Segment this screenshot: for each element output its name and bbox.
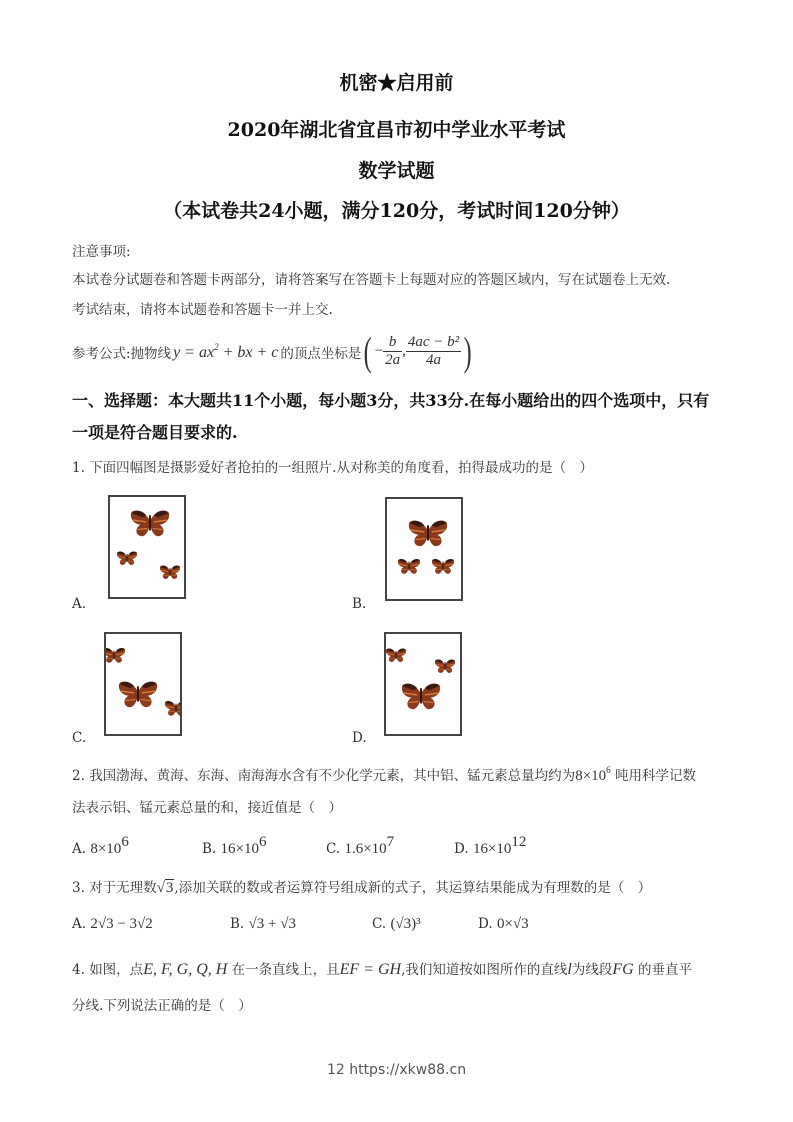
option-d[interactable] — [454, 834, 526, 858]
option-value: 2√3 − 3√2 — [90, 916, 153, 932]
minus-sign: − — [374, 343, 384, 359]
option-value: 16×10 — [472, 841, 512, 857]
option-b[interactable] — [230, 916, 296, 933]
option-label: C. — [372, 916, 387, 932]
option-a-label: A. — [72, 596, 87, 612]
question-text: 的垂直平 — [637, 962, 692, 978]
question-text: ,我们知道按如图所作的直线 — [401, 962, 568, 978]
formula-mid: 的顶点坐标是 — [280, 345, 362, 362]
option-value: (√3)³ — [390, 916, 421, 932]
exam-title: 2020年湖北省宜昌市初中学业水平考试 — [227, 119, 566, 141]
option-label: D. — [454, 841, 469, 857]
option-c[interactable] — [326, 834, 394, 858]
notes-heading: 注意事项: — [72, 244, 131, 260]
option-label: C. — [326, 841, 341, 857]
option-label: B. — [202, 841, 217, 857]
inline-math: FG — [612, 961, 634, 978]
option-exponent: 6 — [121, 834, 129, 850]
question-text: ,添加关联的数或者运算符号组成新的式子，其运算结果能成为有理数的是（ ） — [174, 880, 652, 896]
butterflies-icon — [386, 634, 462, 736]
question-text: 在一条直线上，且 — [231, 962, 340, 978]
option-label: D. — [478, 916, 493, 932]
option-a[interactable] — [72, 916, 153, 933]
inline-math: E, F, G, Q, H — [143, 961, 228, 978]
comma: , — [402, 343, 406, 359]
option-label: A. — [72, 841, 87, 857]
option-c-photo[interactable] — [104, 632, 182, 736]
option-a-photo[interactable] — [108, 495, 186, 599]
butterflies-icon — [110, 497, 186, 599]
question-number: 1. — [72, 460, 85, 476]
vertex-x-fraction: $\frac{b}{2a}$ — [385, 334, 401, 368]
notes-line-2: 考试结束，请将本试题卷和答题卡一并上交. — [72, 302, 333, 318]
option-b[interactable] — [202, 834, 266, 858]
question-number: 3. — [72, 880, 85, 896]
question-3 — [72, 876, 651, 897]
question-number: 2. — [72, 768, 85, 784]
question-2-line-2: 法表示铝、锰元素总量的和，接近值是（ ） — [72, 800, 342, 816]
option-value: √3 + √3 — [248, 916, 296, 932]
right-paren: ) — [463, 329, 472, 374]
option-b-label: B. — [352, 596, 367, 612]
question-2-line-1 — [72, 764, 696, 785]
option-label: B. — [230, 916, 245, 932]
option-exponent: 7 — [386, 834, 395, 850]
option-label: A. — [72, 916, 87, 932]
option-value: 1.6×10 — [344, 841, 387, 857]
question-text: 如图，点 — [89, 962, 144, 978]
question-text: 下面四幅图是摄影爱好者抢拍的一组照片.从对称美的角度看，拍得最成功的是（ ） — [89, 460, 593, 476]
inline-math: $8\times 10^6$ — [575, 765, 611, 784]
option-d[interactable] — [478, 916, 529, 933]
option-d-photo[interactable] — [384, 632, 462, 736]
section-heading-line-2: 一项是符合题目要求的. — [72, 423, 238, 442]
exam-info: （本试卷共24小题，满分120分，考试时间120分钟） — [163, 200, 630, 222]
notes-line-1: 本试卷分试题卷和答题卡两部分，请将答案写在答题卡上每题对应的答题区域内，写在试题卷上无效. — [72, 272, 671, 288]
confidential-label: 机密★启用前 — [339, 72, 454, 94]
reference-formula — [72, 328, 475, 375]
option-exponent: 12 — [511, 834, 527, 850]
sqrt-3: √3 — [156, 880, 174, 896]
question-text: 我国渤海、黄海、东海、南海海水含有不少化学元素，其中铝、锰元素总量均约为 — [89, 768, 576, 784]
butterflies-icon — [106, 634, 182, 736]
question-4-line-1 — [72, 958, 692, 979]
question-4-line-2: 分线.下列说法正确的是（ ） — [72, 998, 252, 1014]
left-paren: ( — [364, 329, 373, 374]
option-value: 0×√3 — [496, 916, 529, 932]
option-a[interactable] — [72, 834, 129, 858]
subject-title: 数学试题 — [358, 160, 435, 182]
page-footer[interactable]: 12 https://xkw88.cn — [326, 1062, 467, 1078]
option-c[interactable] — [372, 916, 421, 933]
question-text: 为线段 — [571, 962, 613, 978]
option-c-label: C. — [72, 730, 87, 746]
option-b-photo[interactable] — [385, 497, 463, 601]
parabola-equation: $y = ax^2$ + bx + c — [173, 341, 279, 361]
vertex-y-fraction: $\frac{\text{4ac − b²}}{4a}$ — [407, 334, 460, 368]
question-text: 吨用科学记数 — [614, 768, 696, 784]
section-heading-line-1: 一、选择题：本大题共11个小题，每小题3分，共33分.在每小题给出的四个选项中，只有 — [72, 391, 710, 410]
question-1 — [72, 456, 593, 476]
option-exponent: 6 — [258, 834, 267, 850]
inline-math: EF = GH — [339, 961, 402, 978]
formula-prefix: 参考公式:抛物线 — [72, 345, 172, 362]
inline-math: l — [567, 961, 572, 978]
option-d-label: D. — [352, 730, 367, 746]
butterflies-icon — [387, 499, 463, 601]
question-number: 4. — [72, 962, 85, 978]
option-value: 16×10 — [220, 841, 259, 857]
question-text: 对于无理数 — [89, 880, 157, 896]
option-value: 8×10 — [90, 841, 122, 857]
